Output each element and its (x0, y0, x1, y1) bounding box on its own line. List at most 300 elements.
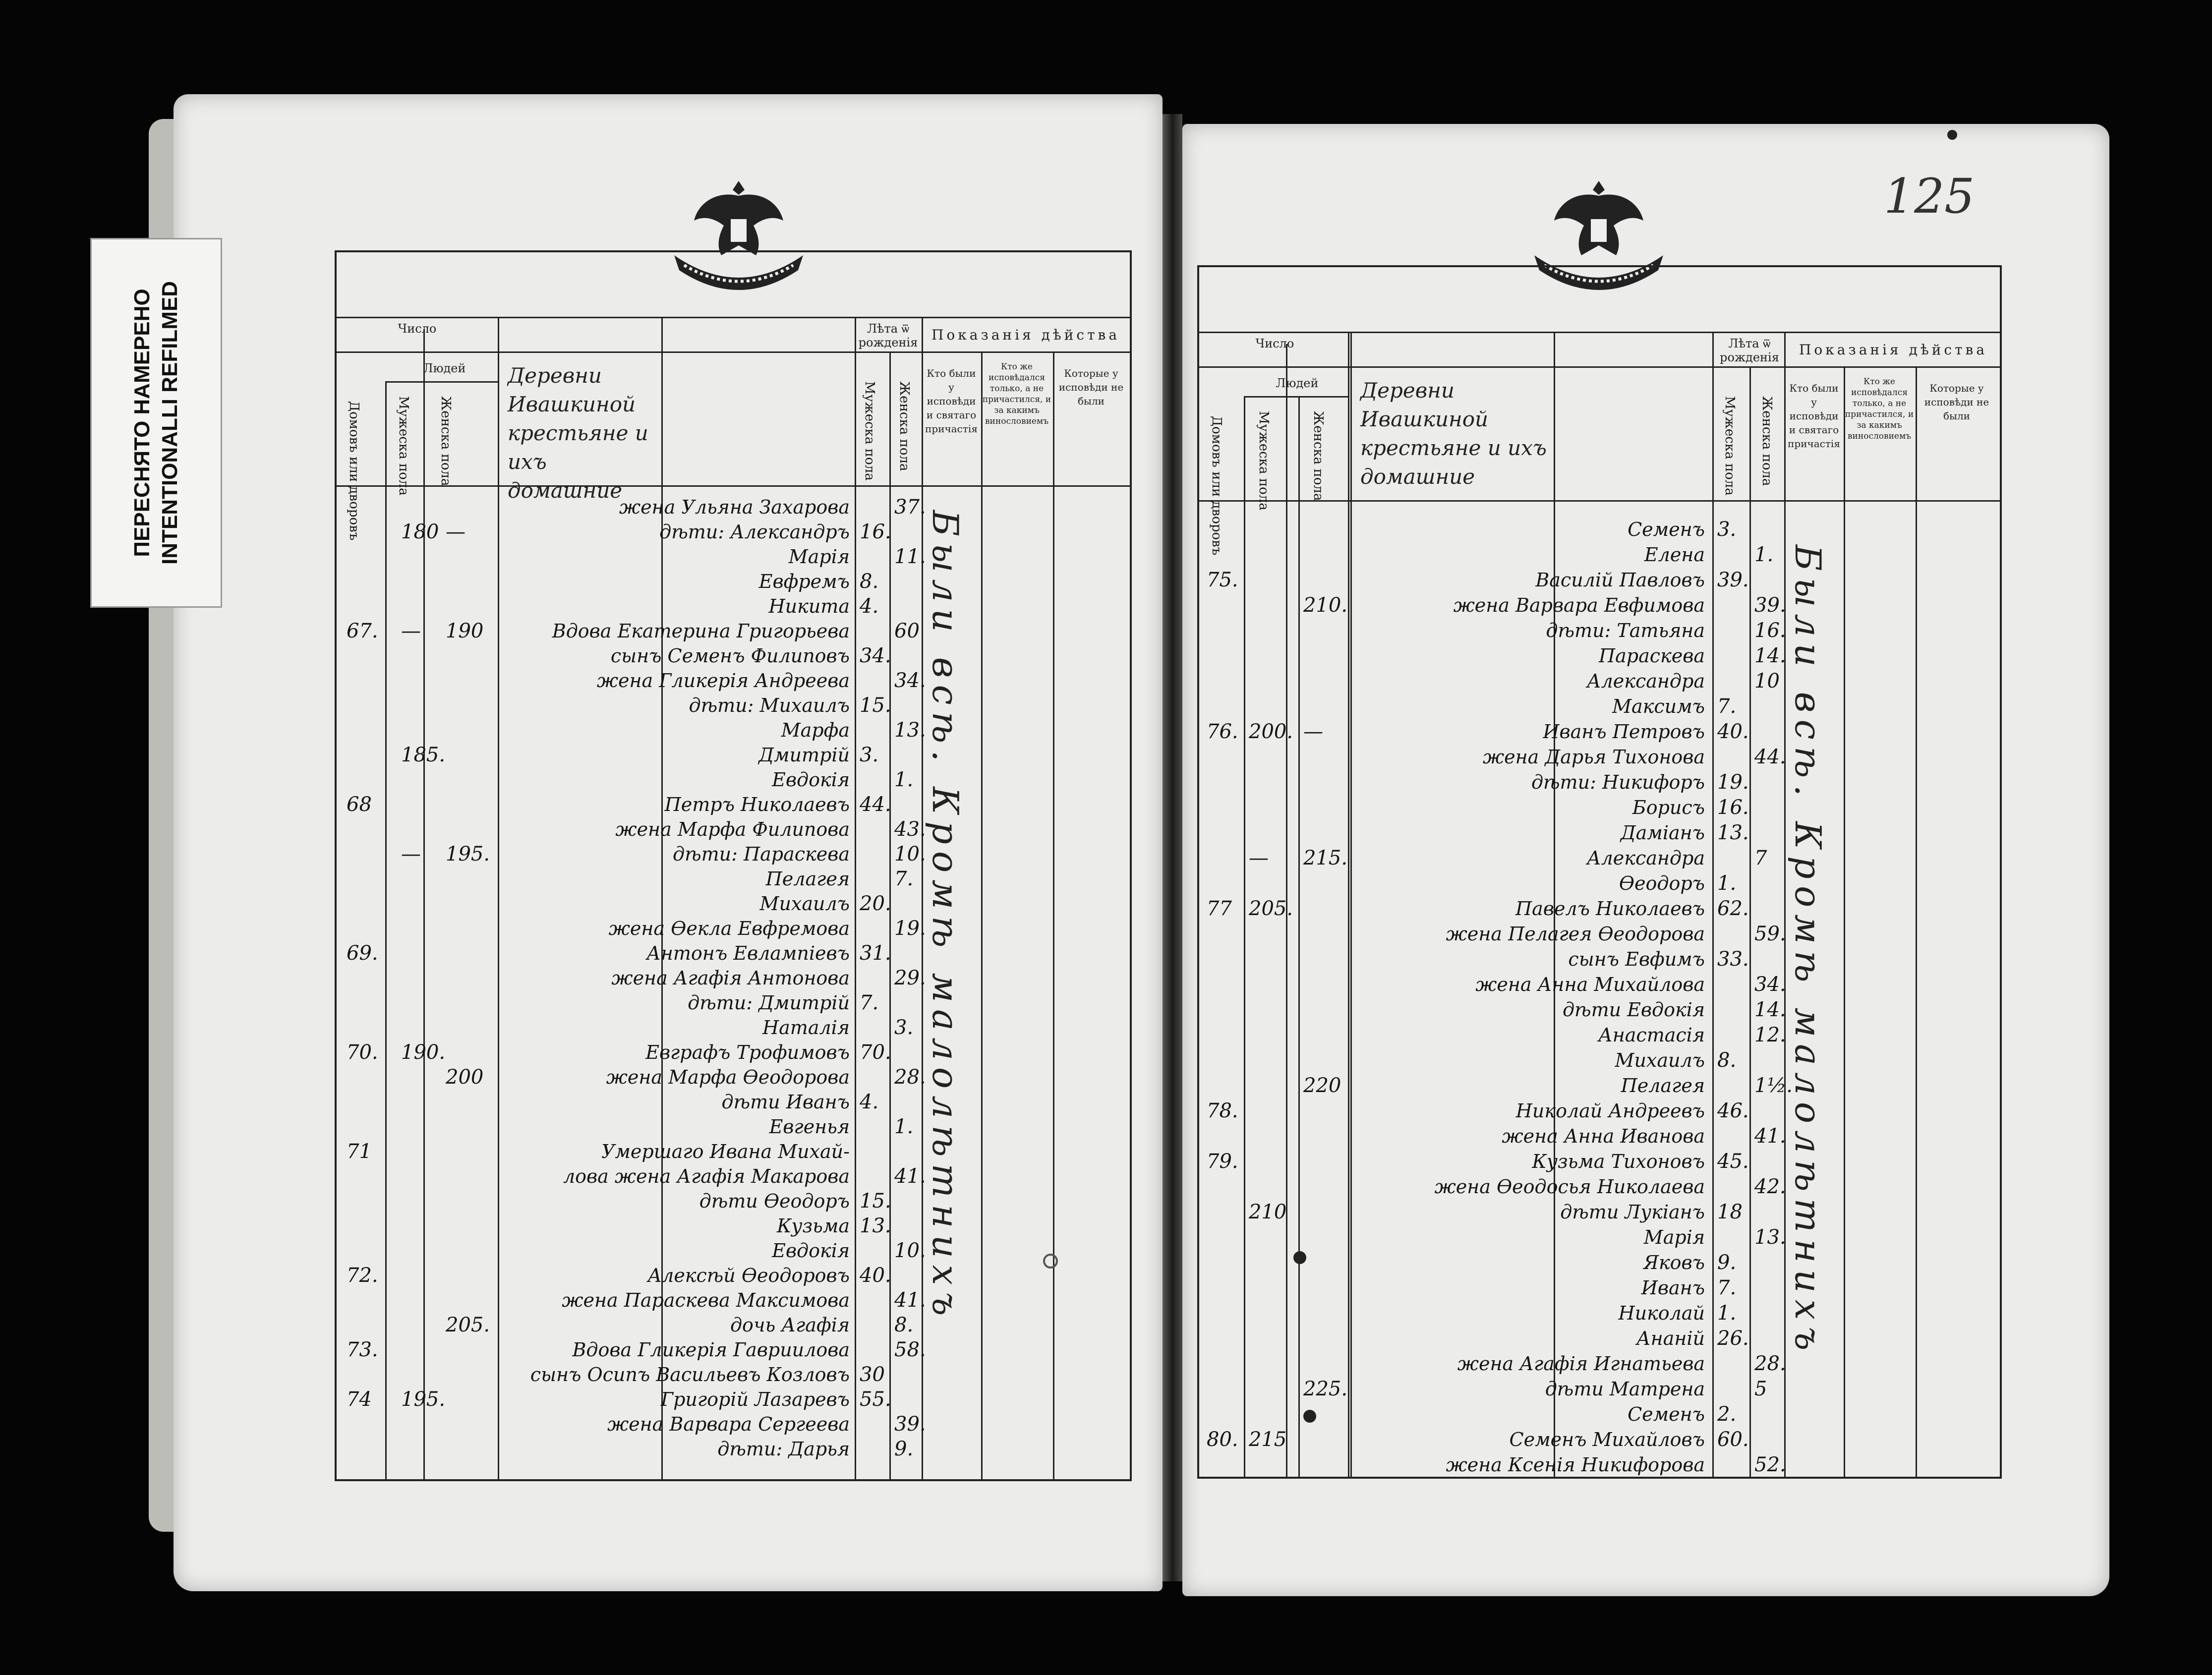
row-male-age: 15. (860, 1190, 891, 1213)
row-person-name: жена Агафія Игнатьева (1457, 1353, 1705, 1375)
refilmed-label-line2: INTENTIONALLI REFILMED (158, 281, 182, 565)
row-person-name: жена Өекла Евфремова (608, 918, 850, 939)
row-household-number: 68 (347, 793, 372, 816)
table-row (1199, 669, 2000, 693)
table-row (337, 793, 1130, 816)
row-male-age: 15. (860, 694, 891, 717)
table-row (1199, 1124, 2000, 1148)
row-person-name: Кузьма (776, 1215, 850, 1237)
row-male-age: 40. (1717, 720, 1749, 743)
row-household-number: 67. (347, 620, 378, 642)
row-person-name: Анастасія (1598, 1024, 1705, 1046)
row-male-age: 7. (1717, 695, 1737, 718)
header-chislo: Число (1255, 337, 1294, 350)
row-person-name: Марія (788, 546, 850, 568)
table-row (337, 1040, 1130, 1064)
row-female-age: 43. (894, 818, 926, 841)
row-male-count: 190. (401, 1041, 446, 1064)
row-person-name: дѣти: Александръ (659, 521, 850, 543)
row-person-name: жена Ксенія Никифорова (1446, 1454, 1705, 1476)
row-female-age: 58. (894, 1338, 926, 1361)
row-person-name: Евгенья (769, 1116, 850, 1138)
row-female-age: 7. (894, 867, 914, 890)
row-male-age: 60. (1717, 1428, 1749, 1451)
row-male-age: 34. (860, 644, 891, 667)
row-female-count: 205. (446, 1314, 490, 1336)
row-person-name: Иванъ Петровъ (1543, 721, 1705, 743)
table-row (1199, 897, 2000, 921)
row-person-name: жена Өеодосья Николаева (1434, 1176, 1705, 1198)
row-male-age: 19. (1717, 771, 1749, 794)
row-person-name: Максимъ (1612, 695, 1705, 717)
row-male-age: 8. (1717, 1049, 1737, 1072)
row-male-age: 33. (1717, 948, 1749, 971)
row-male-age: 45. (1717, 1150, 1749, 1173)
header-col1: Кто были у исповѣди и святаго причастія (1788, 382, 1840, 450)
table-row (337, 1090, 1130, 1114)
row-household-number: 69. (347, 942, 378, 965)
row-male-count: 215 (1249, 1428, 1287, 1451)
header-lyudey: Людей (423, 361, 466, 375)
table-row (1199, 1150, 2000, 1173)
row-person-name: Петръ Николаевъ (664, 794, 850, 815)
header-female-age: Женска пола (897, 381, 912, 471)
row-male-age: 3. (1717, 518, 1737, 541)
row-female-count: 195. (446, 843, 490, 866)
row-person-name: жена Анна Иванова (1502, 1125, 1705, 1147)
table-row (1199, 1402, 2000, 1426)
folio-number: 125 (1884, 169, 1975, 224)
table-row (337, 941, 1130, 965)
header-female: Женска пола (438, 396, 453, 486)
table-row (337, 545, 1130, 569)
table-row (1199, 720, 2000, 744)
row-male-age: 8. (860, 570, 879, 593)
row-person-name: Николай (1618, 1302, 1705, 1324)
row-female-age: 13. (894, 719, 926, 742)
row-person-name: сынъ Евфимъ (1568, 948, 1705, 970)
row-male-age: 44. (860, 793, 891, 816)
row-male-count: 195. (401, 1388, 446, 1411)
table-row (1199, 821, 2000, 845)
table-row (337, 892, 1130, 916)
row-person-name: Александра (1586, 847, 1705, 869)
table-row (1199, 947, 2000, 971)
table-row (337, 718, 1130, 742)
row-female-age: 52. (1754, 1453, 1786, 1476)
row-female-age: 34. (1754, 973, 1786, 996)
table-row (337, 495, 1130, 519)
row-female-age: 44. (1754, 746, 1786, 768)
table-row (337, 917, 1130, 940)
row-person-name: дѣти Лукіанъ (1560, 1201, 1705, 1223)
hole-ring (1043, 1254, 1058, 1269)
row-person-name: Александра (1586, 670, 1705, 692)
table-row (1199, 922, 2000, 946)
table-row (337, 1313, 1130, 1337)
row-male-age: 4. (860, 1091, 879, 1113)
row-male-age: 46. (1717, 1099, 1749, 1122)
row-person-name: дѣти: Никифоръ (1531, 771, 1705, 793)
row-person-name: Вдова Екатерина Григорьева (552, 620, 850, 642)
row-male-count: — (401, 843, 421, 866)
row-female-age: 10. (894, 1239, 926, 1262)
table-row (337, 594, 1130, 618)
row-male-age: 18 (1717, 1201, 1743, 1223)
row-female-age: 41. (894, 1165, 926, 1188)
table-row (1199, 543, 2000, 567)
row-person-name: Борисъ (1632, 797, 1705, 818)
table-row (337, 1412, 1130, 1436)
row-female-age: 28. (894, 1066, 926, 1089)
refilmed-label-line1: ПЕРЕСНЯТО НАМЕРЕНО (130, 289, 154, 557)
row-male-age: 13. (1717, 821, 1749, 844)
row-household-number: 77 (1207, 897, 1232, 920)
row-male-age: 7. (860, 991, 879, 1014)
table-row (1199, 593, 2000, 617)
row-person-name: жена Дарья Тихонова (1482, 746, 1705, 768)
table-row (1199, 1327, 2000, 1350)
table-row (337, 693, 1130, 717)
row-female-count: 190 (446, 620, 484, 642)
row-person-name: дѣти: Дмитрій (688, 992, 850, 1014)
left-register-table (335, 250, 1132, 1481)
row-person-name: Вдова Гликерія Гавриилова (572, 1339, 850, 1361)
header-col2: Кто же исповѣдался только, а не причастился, и за какимъ винословиемъ (1845, 377, 1914, 441)
header-male-age: Мужеска пола (862, 381, 877, 481)
header-dvorov: Домовъ или дворовъ (1209, 416, 1224, 556)
header-col3: Которые у исповѣди не были (1058, 367, 1124, 407)
row-male-age: 31. (860, 942, 891, 965)
row-male-age: 2. (1717, 1403, 1737, 1426)
table-row (1199, 1175, 2000, 1199)
row-person-name: дѣти Евдокія (1562, 999, 1705, 1021)
table-row (337, 1115, 1130, 1139)
row-person-name: Кузьма Тихоновъ (1532, 1151, 1705, 1172)
table-row (1199, 1023, 2000, 1047)
row-female-age: 7 (1754, 847, 1767, 869)
row-person-name: жена Параскева Максимова (562, 1289, 850, 1311)
table-row (337, 1264, 1130, 1287)
row-person-name: Иванъ (1641, 1277, 1705, 1299)
row-female-age: 1. (894, 1115, 914, 1138)
table-row (1199, 973, 2000, 996)
table-row (1199, 518, 2000, 541)
row-person-name: Марфа (781, 719, 850, 741)
right-register-table (1197, 265, 2002, 1479)
row-person-name: жена Пелагея Өеодорова (1446, 923, 1705, 945)
row-person-name: Наталія (762, 1017, 850, 1039)
row-person-name: Никита (768, 595, 850, 617)
row-male-age: 3. (860, 744, 879, 766)
table-row (337, 1065, 1130, 1089)
row-person-name: дѣти Матрена (1545, 1378, 1705, 1400)
header-lyudey: Людей (1276, 376, 1319, 390)
row-person-name: Григорій Лазаревъ (660, 1388, 850, 1410)
row-male-count: 185. (401, 744, 446, 766)
header-dvorov: Домовъ или дворовъ (347, 401, 361, 541)
row-person-name: Семенъ (1628, 519, 1705, 540)
row-person-name: Дмитрій (758, 744, 850, 766)
row-male-age: 62. (1717, 897, 1749, 920)
row-person-name: дѣти Иванъ (721, 1091, 850, 1113)
table-row (1199, 1099, 2000, 1123)
table-row (337, 1016, 1130, 1040)
row-female-age: 13. (1754, 1226, 1786, 1249)
header-leta: Лѣта ѿ рожденія (858, 322, 918, 349)
row-household-number: 78. (1207, 1099, 1238, 1122)
row-person-name: Евдокія (772, 769, 850, 791)
row-female-age: 10. (894, 843, 926, 866)
row-female-age: 3. (894, 1016, 914, 1039)
row-person-name: дѣти: Михаилъ (689, 694, 850, 716)
table-row (1199, 1428, 2000, 1451)
row-male-age: 20. (860, 892, 891, 915)
table-row (1199, 644, 2000, 668)
table-row (337, 991, 1130, 1015)
row-person-name: дѣти: Дарья (717, 1438, 850, 1460)
row-person-name: дѣти: Татьяна (1546, 620, 1705, 641)
row-person-name: жена Ульяна Захарова (619, 496, 850, 518)
table-row (1199, 1251, 2000, 1274)
row-person-name: Елена (1644, 544, 1705, 566)
row-female-age: 10 (1754, 670, 1780, 693)
row-male-count: 200. (1249, 720, 1293, 743)
row-person-name: жена Марфа Филипова (615, 818, 850, 840)
row-household-number: 76. (1207, 720, 1238, 743)
right-confession-note: Были всѣ. Кромѣ малолѣтнихъ (1787, 545, 1829, 1358)
row-female-age: 42. (1754, 1175, 1786, 1198)
row-female-count: — (446, 520, 466, 543)
table-row (1199, 871, 2000, 895)
table-row (337, 1437, 1130, 1461)
row-person-name: Марія (1643, 1226, 1705, 1248)
header-male: Мужеска пола (1256, 411, 1271, 511)
book-gutter (1163, 114, 1182, 1581)
table-row (1199, 770, 2000, 794)
table-row (337, 1239, 1130, 1263)
row-male-age: 30 (860, 1363, 885, 1386)
row-person-name: жена Гликерія Андреева (596, 670, 850, 692)
row-female-age: 12. (1754, 1024, 1786, 1046)
table-row (337, 867, 1130, 891)
row-female-age: 59. (1754, 923, 1786, 945)
row-female-age: 41. (1754, 1125, 1786, 1148)
table-row (337, 570, 1130, 593)
header-pokazania: Показанія дѣйства (1799, 342, 1988, 358)
header-female: Женска пола (1311, 411, 1326, 501)
row-female-age: 5 (1754, 1378, 1767, 1400)
header-chislo: Число (398, 322, 437, 336)
row-person-name: Евфремъ (758, 571, 850, 592)
row-male-age: 70. (860, 1041, 891, 1064)
header-col3: Которые у исповѣди не были (1924, 382, 1989, 422)
row-person-name: Евдокія (772, 1240, 850, 1262)
row-female-age: 14. (1754, 998, 1786, 1021)
table-row (337, 1387, 1130, 1411)
row-person-name: жена Варвара Евфимова (1453, 594, 1705, 616)
row-person-name: Пелагея (765, 868, 850, 890)
row-household-number: 75. (1207, 569, 1238, 591)
row-person-name: жена Варвара Сергеева (607, 1413, 850, 1435)
row-household-number: 74 (347, 1388, 372, 1411)
row-household-number: 72. (347, 1264, 378, 1287)
row-person-name: Семенъ Михайловъ (1509, 1429, 1705, 1450)
row-female-age: 19. (894, 917, 926, 940)
row-person-name: дѣти: Параскева (672, 843, 850, 865)
row-female-age: 60 (894, 620, 920, 642)
row-male-count: 180 (401, 520, 439, 543)
row-person-name: Павелъ Николаевъ (1515, 898, 1705, 920)
row-female-age: 8. (894, 1314, 914, 1336)
table-row (337, 1189, 1130, 1213)
table-row (337, 669, 1130, 693)
table-row (1199, 1225, 2000, 1249)
row-household-number: 73. (347, 1338, 378, 1361)
row-household-number: 80. (1207, 1428, 1238, 1451)
row-person-name: Михаилъ (1615, 1049, 1705, 1071)
header-pokazania: Показанія дѣйства (931, 327, 1120, 343)
row-female-age: 1½. (1754, 1074, 1793, 1097)
row-male-age: 4. (860, 595, 879, 618)
row-male-age: 1. (1717, 1302, 1737, 1325)
row-male-age: 16. (860, 520, 891, 543)
row-person-name: Евграфъ Трофимовъ (645, 1041, 850, 1063)
row-female-age: 14. (1754, 644, 1786, 667)
table-row (1199, 1352, 2000, 1376)
row-person-name: Өеодоръ (1619, 872, 1705, 894)
table-row (337, 1363, 1130, 1386)
row-female-count: 200 (446, 1066, 484, 1089)
row-person-name: сынъ Осипъ Васильевъ Козловъ (530, 1364, 850, 1386)
row-person-name: сынъ Семенъ Филиповъ (610, 645, 850, 667)
row-female-age: 34. (894, 669, 926, 692)
header-male: Мужеска пола (396, 396, 411, 496)
row-female-age: 28. (1754, 1352, 1786, 1375)
ink-dot (1947, 130, 1957, 140)
row-person-name: дѣти Өеодоръ (699, 1190, 850, 1212)
row-person-name: Семенъ (1628, 1403, 1705, 1425)
header-title-left: Деревни Ивашкиной крестьяне и ихъ домашние (508, 363, 648, 503)
left-confession-note: Были всѣ. Кромѣ малолѣтнихъ (925, 510, 966, 1323)
header-male-age: Мужеска пола (1722, 396, 1737, 496)
row-person-name: Яковъ (1643, 1252, 1705, 1273)
header-title-right: Деревни Ивашкиной крестьяне и ихъ домашние (1360, 378, 1547, 489)
table-row (1199, 568, 2000, 592)
row-female-age: 37. (894, 496, 926, 519)
row-person-name: Параскева (1598, 645, 1705, 667)
header-col2: Кто же исповѣдался только, а не причастился, и за какимъ винословиемъ (982, 362, 1051, 426)
table-row (337, 1164, 1130, 1188)
row-male-age: 26. (1717, 1327, 1749, 1350)
row-female-age: 9. (894, 1438, 914, 1460)
row-person-name: Антонъ Евлампіевъ (646, 942, 850, 964)
row-female-age: 11. (894, 545, 926, 568)
table-row (337, 817, 1130, 841)
row-male-count: — (401, 620, 421, 642)
row-person-name: жена Агафія Антонова (611, 967, 850, 989)
row-male-age: 55. (860, 1388, 891, 1411)
row-person-name: Даміанъ (1620, 822, 1705, 844)
row-person-name: Алексѣй Өеодоровъ (647, 1265, 850, 1286)
table-row (1199, 1377, 2000, 1401)
table-row (337, 768, 1130, 792)
row-household-number: 79. (1207, 1150, 1238, 1173)
header-female-age: Женска пола (1759, 396, 1774, 486)
row-female-count: — (1303, 720, 1323, 743)
table-row (1199, 1200, 2000, 1224)
table-row (1199, 998, 2000, 1022)
row-household-number: 71 (347, 1140, 372, 1163)
table-row (337, 966, 1130, 990)
header-leta: Лѣта ѿ рожденія (1720, 337, 1779, 364)
table-row (337, 1288, 1130, 1312)
row-female-age: 41. (894, 1289, 926, 1312)
table-row (1199, 1301, 2000, 1325)
table-row (1199, 619, 2000, 642)
row-male-count: 210 (1249, 1201, 1287, 1223)
table-row (1199, 1276, 2000, 1300)
table-row (337, 619, 1130, 643)
table-row (337, 842, 1130, 866)
row-person-name: жена Анна Михайлова (1475, 974, 1705, 995)
table-row (337, 644, 1130, 668)
table-row (1199, 745, 2000, 769)
row-person-name: дочь Агафія (730, 1314, 850, 1336)
table-row (337, 1140, 1130, 1163)
row-male-age: 39. (1717, 569, 1749, 591)
row-person-name: Николай Андреевъ (1515, 1100, 1705, 1122)
row-household-number: 70. (347, 1041, 378, 1064)
refilmed-label (90, 238, 222, 608)
row-person-name: Василій Павловъ (1535, 569, 1705, 591)
row-male-count: 205. (1249, 897, 1293, 920)
table-row (337, 520, 1130, 544)
table-row (1199, 1048, 2000, 1072)
row-female-age: 29. (894, 967, 926, 989)
row-female-count: 215. (1303, 847, 1348, 869)
table-row (1199, 846, 2000, 870)
row-female-age: 16. (1754, 619, 1786, 642)
row-female-age: 39. (1754, 594, 1786, 617)
row-male-age: 16. (1717, 796, 1749, 819)
row-person-name: жена Марфа Өеодорова (606, 1066, 850, 1088)
row-male-age: 13. (860, 1214, 891, 1237)
hole-punch (1293, 1251, 1306, 1264)
row-person-name: лова жена Агафія Макарова (563, 1165, 850, 1187)
row-female-count: 225. (1303, 1378, 1348, 1400)
table-row (1199, 694, 2000, 718)
table-row (1199, 1074, 2000, 1097)
row-person-name: Ананій (1636, 1328, 1705, 1349)
row-male-age: 9. (1717, 1251, 1737, 1274)
table-row (337, 1338, 1130, 1362)
row-male-age: 40. (860, 1264, 891, 1287)
row-female-age: 1. (894, 768, 914, 791)
hole-punch (1303, 1410, 1316, 1423)
table-row (1199, 796, 2000, 819)
row-male-age: 1. (1717, 872, 1737, 895)
row-male-age: 7. (1717, 1276, 1737, 1299)
row-person-name: Умершаго Ивана Михай- (601, 1141, 850, 1162)
header-col1: Кто были у исповѣди и святаго причастія (925, 367, 978, 435)
row-person-name: Михаилъ (759, 893, 850, 915)
row-female-age: 1. (1754, 543, 1774, 566)
table-row (337, 743, 1130, 767)
row-male-count: — (1249, 847, 1269, 869)
row-person-name: Пелагея (1621, 1075, 1705, 1097)
row-female-age: 39. (894, 1413, 926, 1436)
